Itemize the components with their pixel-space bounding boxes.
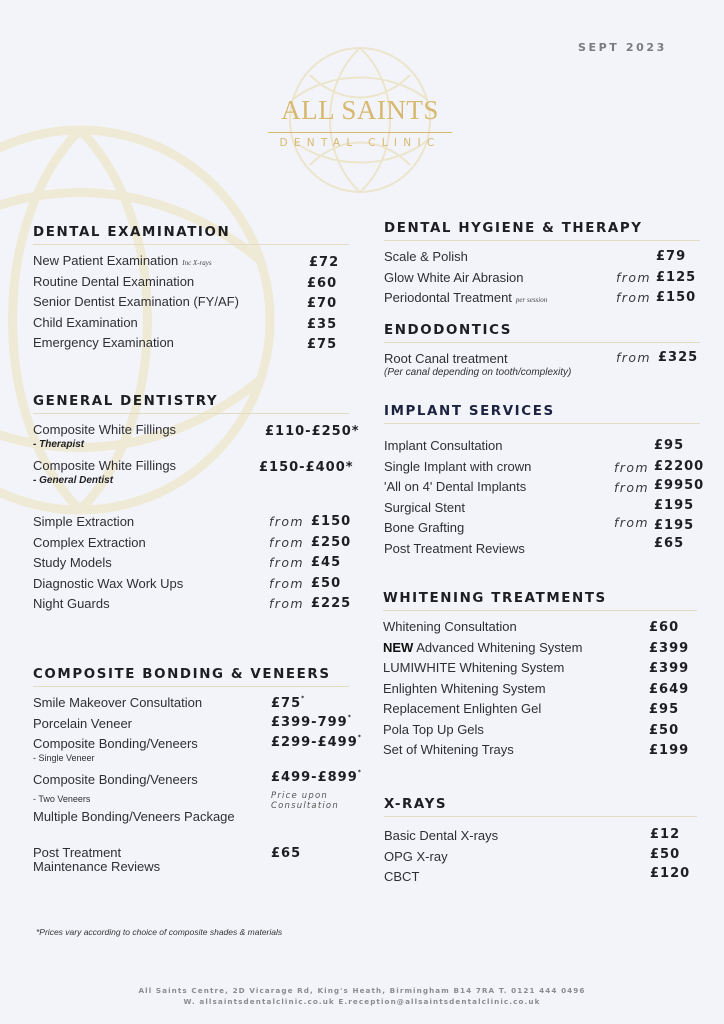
item-price: £12 [650,827,681,842]
from-label: from [614,515,649,530]
item-price: £2200 [654,458,705,474]
section-title: DENTAL HYGIENE & THERAPY [384,221,700,241]
item-name: Study Models [33,555,112,570]
price-row [33,809,349,844]
from-label: from [269,575,304,591]
price-row [33,420,360,456]
item-price: £250 [311,534,352,550]
price-row [33,769,362,812]
price-upon-consultation-note: Price upon Consultation [271,791,339,811]
item-name: Child Examination [33,314,138,330]
item-price: £399 [649,661,690,676]
item-price: £195 [654,518,695,533]
item-price: £72 [309,255,340,270]
item-name: Composite White Fillings [33,422,177,437]
section-whitening [383,591,697,761]
item-name: Enlighten Whitening System [383,680,546,696]
section-title: COMPOSITE BONDING & VENEERS [33,667,349,687]
price-row [33,292,349,313]
new-badge: NEW [383,639,414,655]
price-row [33,574,349,595]
item-price: £65 [654,535,685,551]
section-implant-services [384,404,705,559]
item-price: £60 [307,275,338,291]
item-price: £110-£250* [265,424,360,439]
item-subtitle: - General Dentist [33,475,114,486]
price-row [384,847,697,868]
item-name: Bone Grafting [384,520,465,535]
price-row [383,720,697,741]
price-row [383,740,697,761]
item-name: Night Guards [33,596,110,611]
price-row [33,333,349,354]
price-row [384,826,697,847]
from-label: from [614,459,649,475]
logo-title: ALL SAINTS [281,95,439,125]
item-price: £70 [307,296,338,311]
price-row [33,272,349,293]
price-row [33,512,352,533]
section-dental-examination [33,225,349,354]
item-price: £50 [311,575,342,591]
item-name: Glow White Air Abrasion [384,269,524,285]
price-footnote: *Prices vary according to choice of composite shades & materials [36,927,283,937]
item-name: Pola Top Up Gels [383,721,484,737]
section-title: GENERAL DENTISTRY [33,394,349,414]
price-row [383,679,697,700]
price-row [33,594,352,615]
price-row [383,699,697,720]
section-title: X-RAYS [384,797,697,817]
item-price: £399-799* [271,713,352,730]
section-title: IMPLANT SERVICES [384,404,700,424]
item-name: Post Treatment Maintenance Reviews [33,845,161,874]
item-name: Replacement Enlighten Gel [383,701,542,716]
item-name: Set of Whitening Trays [383,742,514,757]
item-price: £199 [649,743,690,758]
item-name: 'All on 4' Dental Implants [384,479,527,494]
section-composite-bonding [33,667,362,878]
item-subtitle: - Therapist [33,439,85,450]
item-price: £50 [649,722,680,738]
price-row [33,693,349,714]
item-price: £649 [649,681,690,697]
item-subtitle: - Two Veneers [33,794,91,804]
price-row [33,553,349,574]
section-title: WHITENING TREATMENTS [383,591,697,611]
from-label: from [614,480,649,495]
issue-date: SEPT 2023 [578,41,667,54]
item-name: Surgical Stent [384,499,465,515]
from-label: from [616,269,651,285]
item-price: £9950 [654,478,705,493]
price-row [33,456,354,512]
item-name: Post Treatment Reviews [384,540,525,556]
item-name: Single Implant with crown [384,458,532,474]
item-price: £399 [649,640,690,656]
item-price: £120 [650,866,691,881]
item-name: LUMIWHITE Whitening System [383,660,565,675]
item-name: Scale & Polish [384,249,468,264]
item-name: Composite Bonding/Veneers [33,772,198,787]
item-price: £95 [649,702,680,717]
from-label: from [616,350,651,365]
item-name: Basic Dental X-rays [384,828,499,843]
price-row [384,268,700,289]
price-row [384,498,700,519]
item-name: Implant Consultation [384,438,503,453]
item-price: £299-£499* [271,734,362,750]
item-price: £150 [656,290,697,305]
item-price: £195 [654,497,695,513]
price-row [33,533,352,554]
item-price: £150 [311,514,352,529]
price-row [33,313,349,334]
item-price: £325 [658,350,699,365]
price-row [384,515,700,539]
item-name: Porcelain Veneer [33,715,133,731]
price-row [383,617,697,638]
from-label: from [616,290,651,305]
item-name: Composite Bonding/Veneers [33,736,198,751]
item-name: Whitening Consultation [383,619,517,634]
price-row [384,288,700,309]
item-note: per session [515,296,548,304]
item-price: £45 [311,555,342,570]
item-name: Routine Dental Examination [33,273,195,289]
price-row [384,457,705,478]
from-label: from [269,534,304,550]
section-title: ENDODONTICS [384,323,700,343]
item-name: Diagnostic Wax Work Ups [33,575,184,591]
item-price: £95 [654,438,685,453]
item-name: Multiple Bonding/Veneers Package [33,809,235,824]
item-name: Periodontal Treatment per session [384,290,548,305]
price-row [33,734,362,770]
item-price: £150-£400* [259,460,354,475]
footer-contact: W. allsaintsdentalclinic.co.uk E.reception@allsaintsdentalclinic.co.uk [183,997,541,1006]
price-row [384,436,700,457]
item-subtitle: - Single Veneer [33,753,95,763]
price-row [33,844,349,878]
item-name: New Patient Examination [33,253,179,268]
item-name: OPG X-ray [384,848,448,864]
section-general-dentistry [33,394,360,615]
price-row [384,535,700,560]
logo-divider [268,132,452,133]
item-price: £125 [656,269,697,285]
section-dental-hygiene [384,221,700,309]
from-label: from [269,514,304,529]
item-name: Complex Extraction [33,534,146,550]
price-row [33,251,349,272]
item-name: NEW Advanced Whitening System [383,639,583,655]
item-price: £60 [649,620,680,635]
price-row [384,349,700,385]
section-title: DENTAL EXAMINATION [33,225,349,245]
item-name: CBCT [384,869,420,884]
price-row [384,247,700,268]
item-price: £499-£899* [271,769,362,785]
clinic-logo [255,45,465,195]
item-name: Senior Dentist Examination (FY/AF) [33,294,239,309]
item-price: £65 [271,846,302,861]
price-row [384,867,697,888]
from-label: from [269,596,304,611]
item-subtitle: (Per canal depending on tooth/complexity) [384,367,572,378]
item-note: Inc X-rays [182,259,212,267]
from-label: from [269,555,304,570]
price-row [383,658,697,679]
item-name: Smile Makeover Consultation [33,695,203,710]
price-row [384,477,705,498]
price-row [383,638,697,659]
section-endodontics [384,323,700,385]
item-name: Simple Extraction [33,514,135,529]
item-price: £79 [656,249,687,264]
price-row [33,713,352,735]
footer-address: All Saints Centre, 2D Vicarage Rd, King's Heath, Birmingham B14 7RA T. 0121 444 0496 [138,986,586,995]
item-price: £225 [311,596,352,611]
item-name: Composite White Fillings [33,458,177,473]
item-name: Emergency Examination [33,335,174,350]
item-price: £75* [271,695,306,711]
section-xrays [384,797,697,888]
item-name: Root Canal treatment [384,351,508,366]
item-price: £35 [307,316,338,332]
item-price: £50 [650,846,681,862]
logo-subtitle: DENTAL CLINIC [279,137,441,149]
item-price: £75 [307,337,338,352]
